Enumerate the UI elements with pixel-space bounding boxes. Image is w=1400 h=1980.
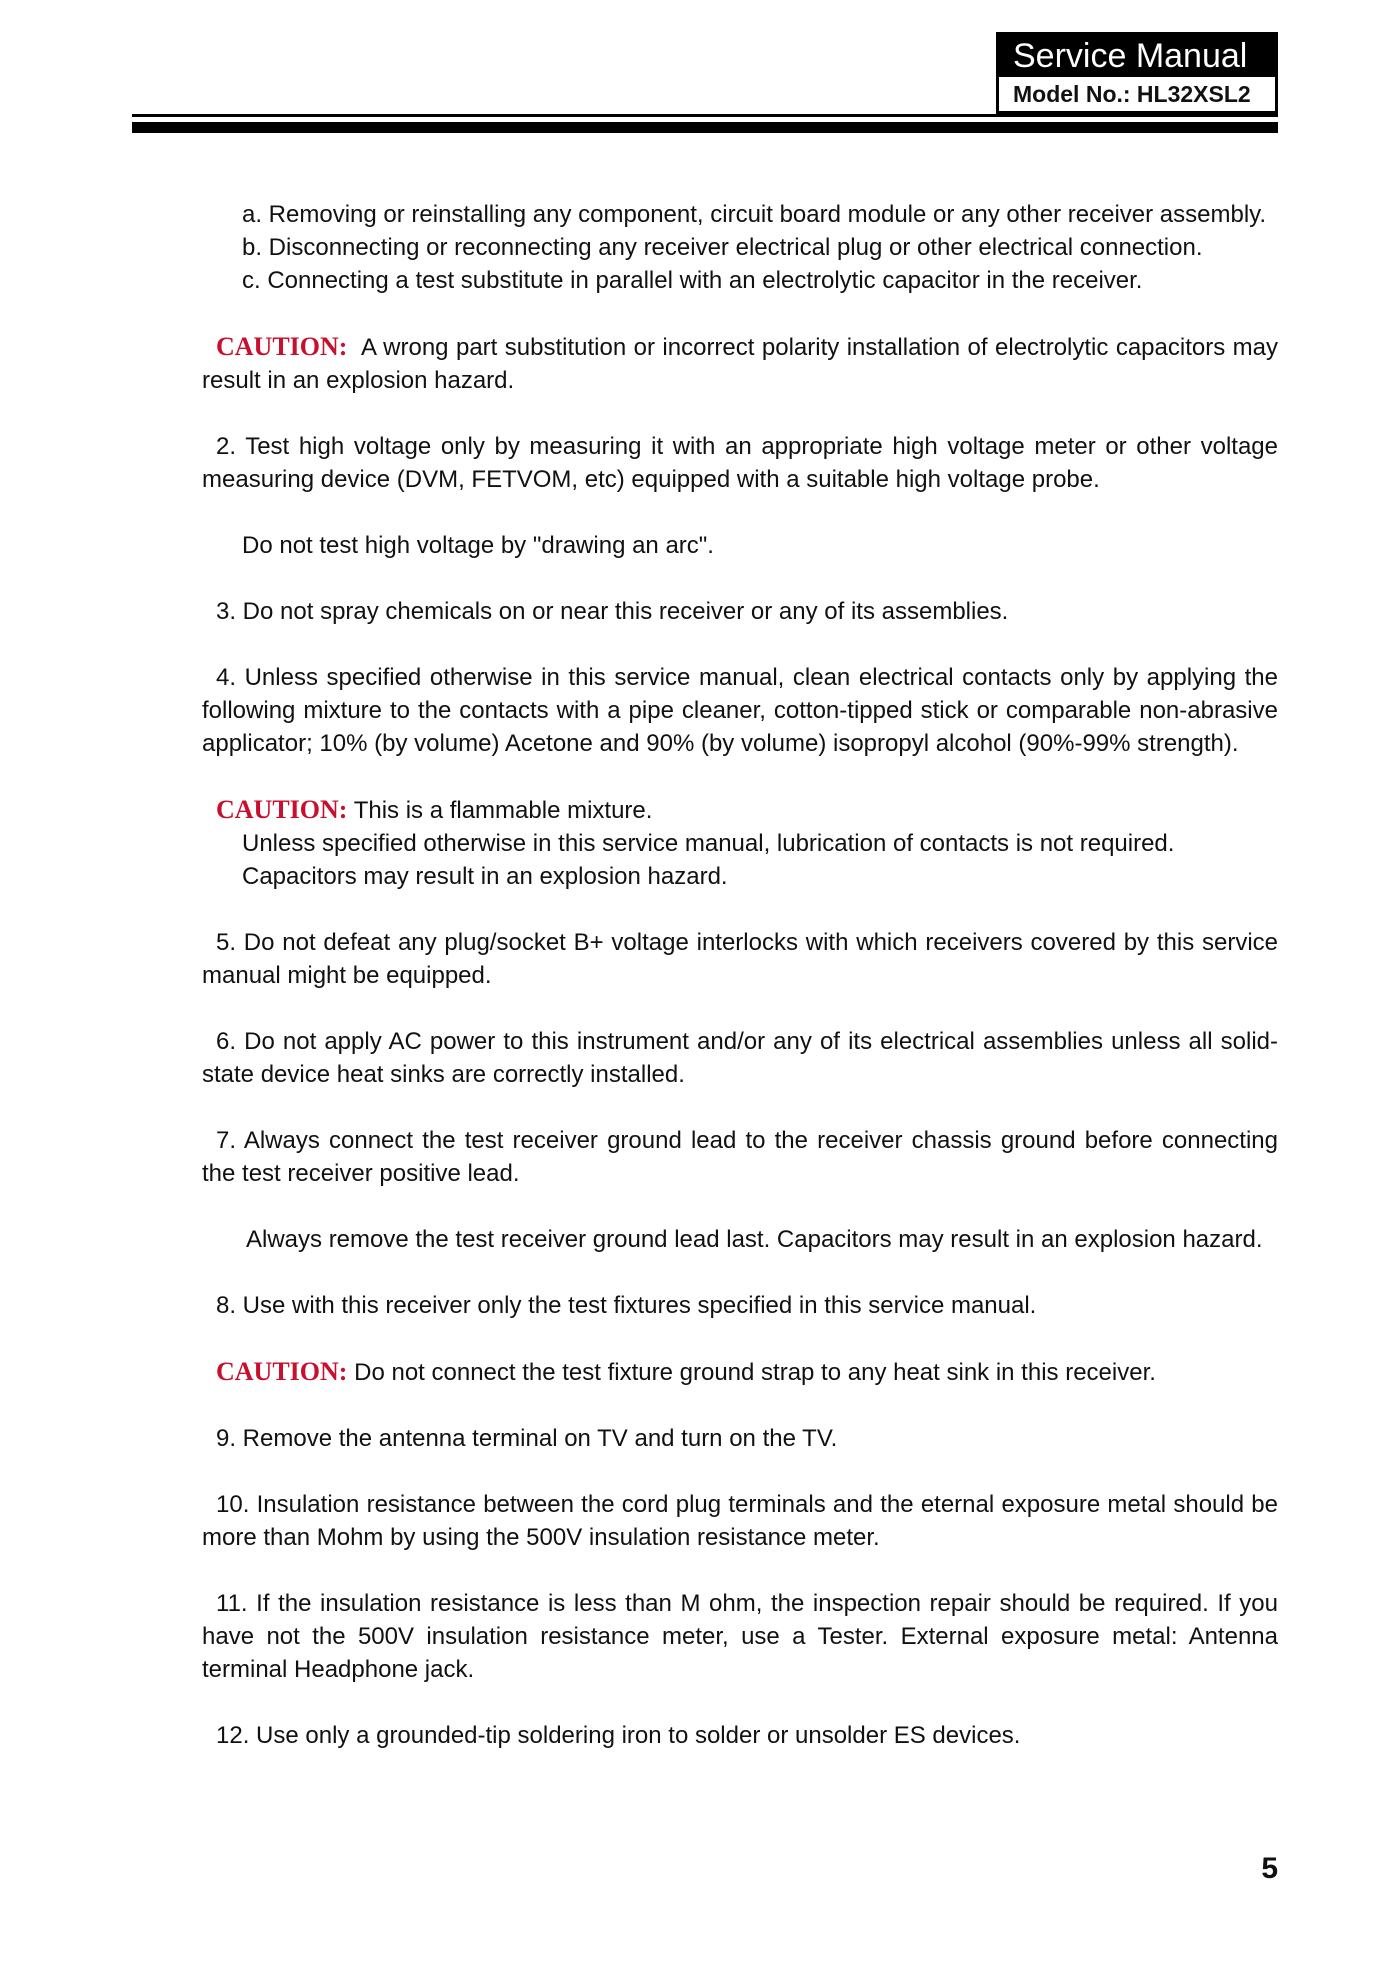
item-7: 7. Always connect the test receiver ground lead to the receiver chassis ground before connecting the test receiver positive lead. — [202, 1127, 1278, 1187]
item-7-note: Always remove the test receiver ground lead last. Capacitors may result in an explosion hazard. — [246, 1226, 1263, 1253]
caution-3 — [202, 1355, 1278, 1389]
caution-2-text: This is a flammable mixture. — [353, 797, 653, 824]
item-c: c. Connecting a test substitute in parallel with an electrolytic capacitor in the receiver. — [242, 267, 1143, 294]
body-text — [202, 198, 1278, 1752]
caution-2-line-3: Capacitors may result in an explosion hazard. — [242, 863, 728, 890]
item-12: 12. Use only a grounded-tip soldering iron to solder or unsolder ES devices. — [216, 1722, 1021, 1749]
item-b: b. Disconnecting or reconnecting any receiver electrical plug or other electrical connection. — [242, 234, 1203, 261]
item-6: 6. Do not apply AC power to this instrument and/or any of its electrical assemblies unless all solid-state device heat sinks are correctly installed. — [202, 1028, 1278, 1088]
header-badge — [996, 32, 1278, 114]
item-5: 5. Do not defeat any plug/socket B+ voltage interlocks with which receivers covered by this service manual might be equipped. — [202, 929, 1278, 989]
caution-2 — [202, 793, 1278, 827]
header-title: Service Manual — [999, 35, 1275, 77]
item-11: 11. If the insulation resistance is less than M ohm, the inspection repair should be required. If you have not the 500V insulation resistance meter, use a Tester. External exposure metal: Antenna terminal Headphone jack. — [202, 1590, 1278, 1683]
item-8: 8. Use with this receiver only the test fixtures specified in this service manual. — [216, 1292, 1037, 1319]
item-4: 4. Unless specified otherwise in this service manual, clean electrical contacts only by applying the following mixture to the contacts with a pipe cleaner, cotton-tipped stick or comparable non-abrasive applicator; 10% (by volume) Acetone and 90% (by volume) isopropyl alcohol (90%-99% strength). — [202, 664, 1278, 757]
item-a: a. Removing or reinstalling any component, circuit board module or any other receiver assembly. — [242, 201, 1267, 228]
item-10: 10. Insulation resistance between the cord plug terminals and the eternal exposure metal should be more than Mohm by using the 500V insulation resistance meter. — [202, 1491, 1278, 1551]
caution-label: CAUTION: — [216, 332, 348, 361]
caution-1 — [202, 330, 1278, 397]
caution-label: CAUTION: — [216, 795, 348, 824]
item-9: 9. Remove the antenna terminal on TV and turn on the TV. — [216, 1425, 838, 1452]
caution-3-text: Do not connect the test fixture ground strap to any heat sink in this receiver. — [354, 1359, 1156, 1386]
item-3: 3. Do not spray chemicals on or near this receiver or any of its assemblies. — [216, 598, 1009, 625]
item-2: 2. Test high voltage only by measuring it with an appropriate high voltage meter or other voltage measuring device (DVM, FETVOM, etc) equipped with a suitable high voltage probe. — [202, 433, 1278, 493]
model-number: Model No.: HL32XSL2 — [1013, 81, 1251, 107]
page-number: 5 — [1261, 1852, 1278, 1885]
item-2-note: Do not test high voltage by "drawing an arc". — [242, 532, 714, 559]
caution-2-line-2: Unless specified otherwise in this service manual, lubrication of contacts is not required. — [242, 830, 1175, 857]
caution-1-text: A wrong part substitution or incorrect polarity installation of electrolytic capacitors may result in an explosion hazard. — [202, 334, 1279, 394]
caution-label: CAUTION: — [216, 1357, 348, 1386]
header-rule-thick — [132, 122, 1278, 133]
header-rule-thin — [132, 114, 1278, 117]
